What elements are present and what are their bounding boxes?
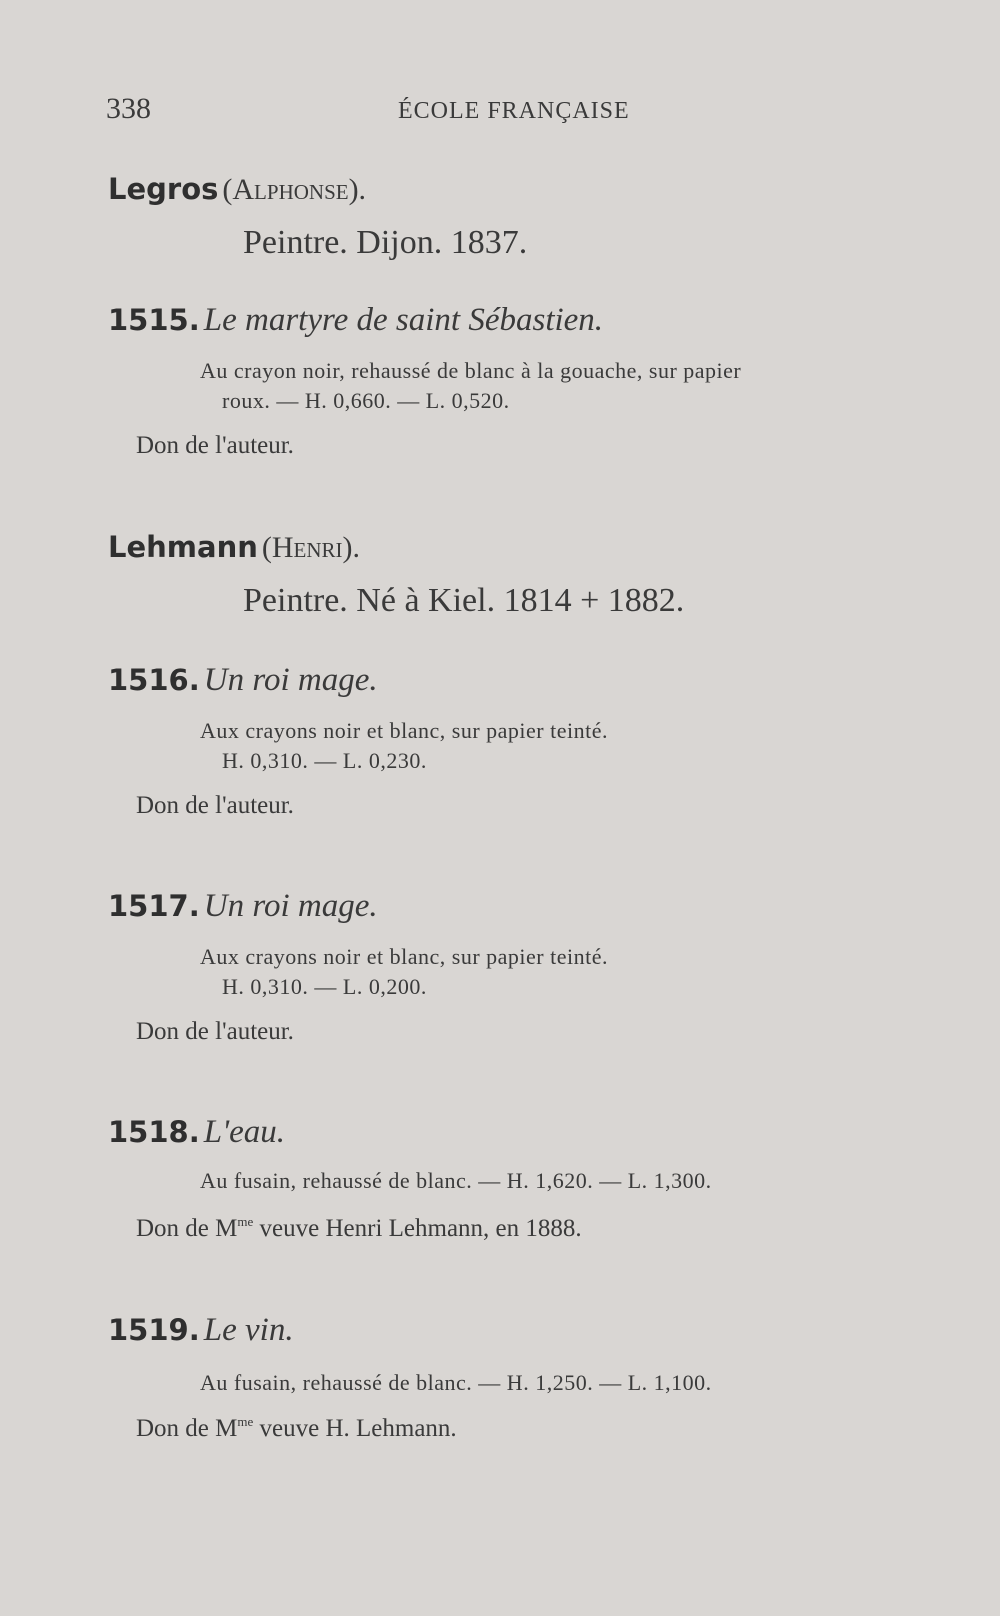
- entry-heading-1516: 1516. Un roi mage.: [108, 662, 378, 698]
- artist-surname: Legros: [108, 172, 219, 206]
- entry-description-line: Aux crayons noir et blanc, sur papier teinté.: [200, 718, 608, 743]
- entry-number: 1519: [108, 1313, 189, 1347]
- artist-heading-legros: [108, 172, 366, 207]
- entry-heading-1518: 1518. L'eau.: [108, 1114, 286, 1150]
- entry-heading-1515: 1515. Le martyre de saint Sébastien.: [108, 302, 604, 338]
- entry-title: L'eau.: [203, 1114, 286, 1150]
- entry-provenance: Don de l'auteur.: [136, 792, 294, 819]
- entry-number: 1515: [108, 303, 189, 337]
- entry-description-line: Au fusain, rehaussé de blanc. — H. 1,250. — L. 1,100.: [200, 1370, 712, 1395]
- artist-info: Peintre. Dijon. 1837.: [243, 224, 528, 261]
- entry-title: Le vin.: [203, 1312, 294, 1348]
- entry-heading-1519: 1519. Le vin.: [108, 1312, 294, 1348]
- entry-description-line: roux. — H. 0,660. — L. 0,520.: [222, 388, 510, 413]
- entry-heading-1517: 1517. Un roi mage.: [108, 888, 378, 924]
- entry-description-line: Au fusain, rehaussé de blanc. — H. 1,620. — L. 1,300.: [200, 1168, 712, 1193]
- artist-firstname: (Alphonse).: [222, 173, 367, 206]
- running-title: ÉCOLE FRANÇAISE: [398, 98, 630, 124]
- entry-number: 1517: [108, 889, 189, 923]
- entry-title: Un roi mage.: [203, 662, 378, 698]
- artist-surname: Lehmann: [108, 530, 258, 564]
- entry-title: Un roi mage.: [203, 888, 378, 924]
- entry-provenance: Don de l'auteur.: [136, 1018, 294, 1045]
- entry-number: 1518: [108, 1115, 189, 1149]
- artist-info: Peintre. Né à Kiel. 1814 + 1882.: [243, 582, 685, 619]
- entry-provenance: Don de $M^{me}$ veuve Henri Lehmann, en 1888.: [136, 1214, 582, 1242]
- artist-heading-lehmann: [108, 530, 360, 565]
- entry-title: Le martyre de saint Sébastien.: [203, 302, 604, 338]
- entry-description-line: H. 0,310. — L. 0,230.: [222, 748, 427, 773]
- entry-description-line: H. 0,310. — L. 0,200.: [222, 974, 427, 999]
- entry-description-line: Aux crayons noir et blanc, sur papier teinté.: [200, 944, 608, 969]
- artist-firstname: (Henri).: [261, 531, 361, 564]
- page-number: 338: [106, 92, 151, 125]
- entry-provenance: Don de $M^{me}$ veuve H. Lehmann.: [136, 1414, 457, 1442]
- entry-provenance: Don de l'auteur.: [136, 432, 294, 459]
- entry-description-line: Au crayon noir, rehaussé de blanc à la gouache, sur papier: [200, 358, 742, 383]
- entry-number: 1516: [108, 663, 189, 697]
